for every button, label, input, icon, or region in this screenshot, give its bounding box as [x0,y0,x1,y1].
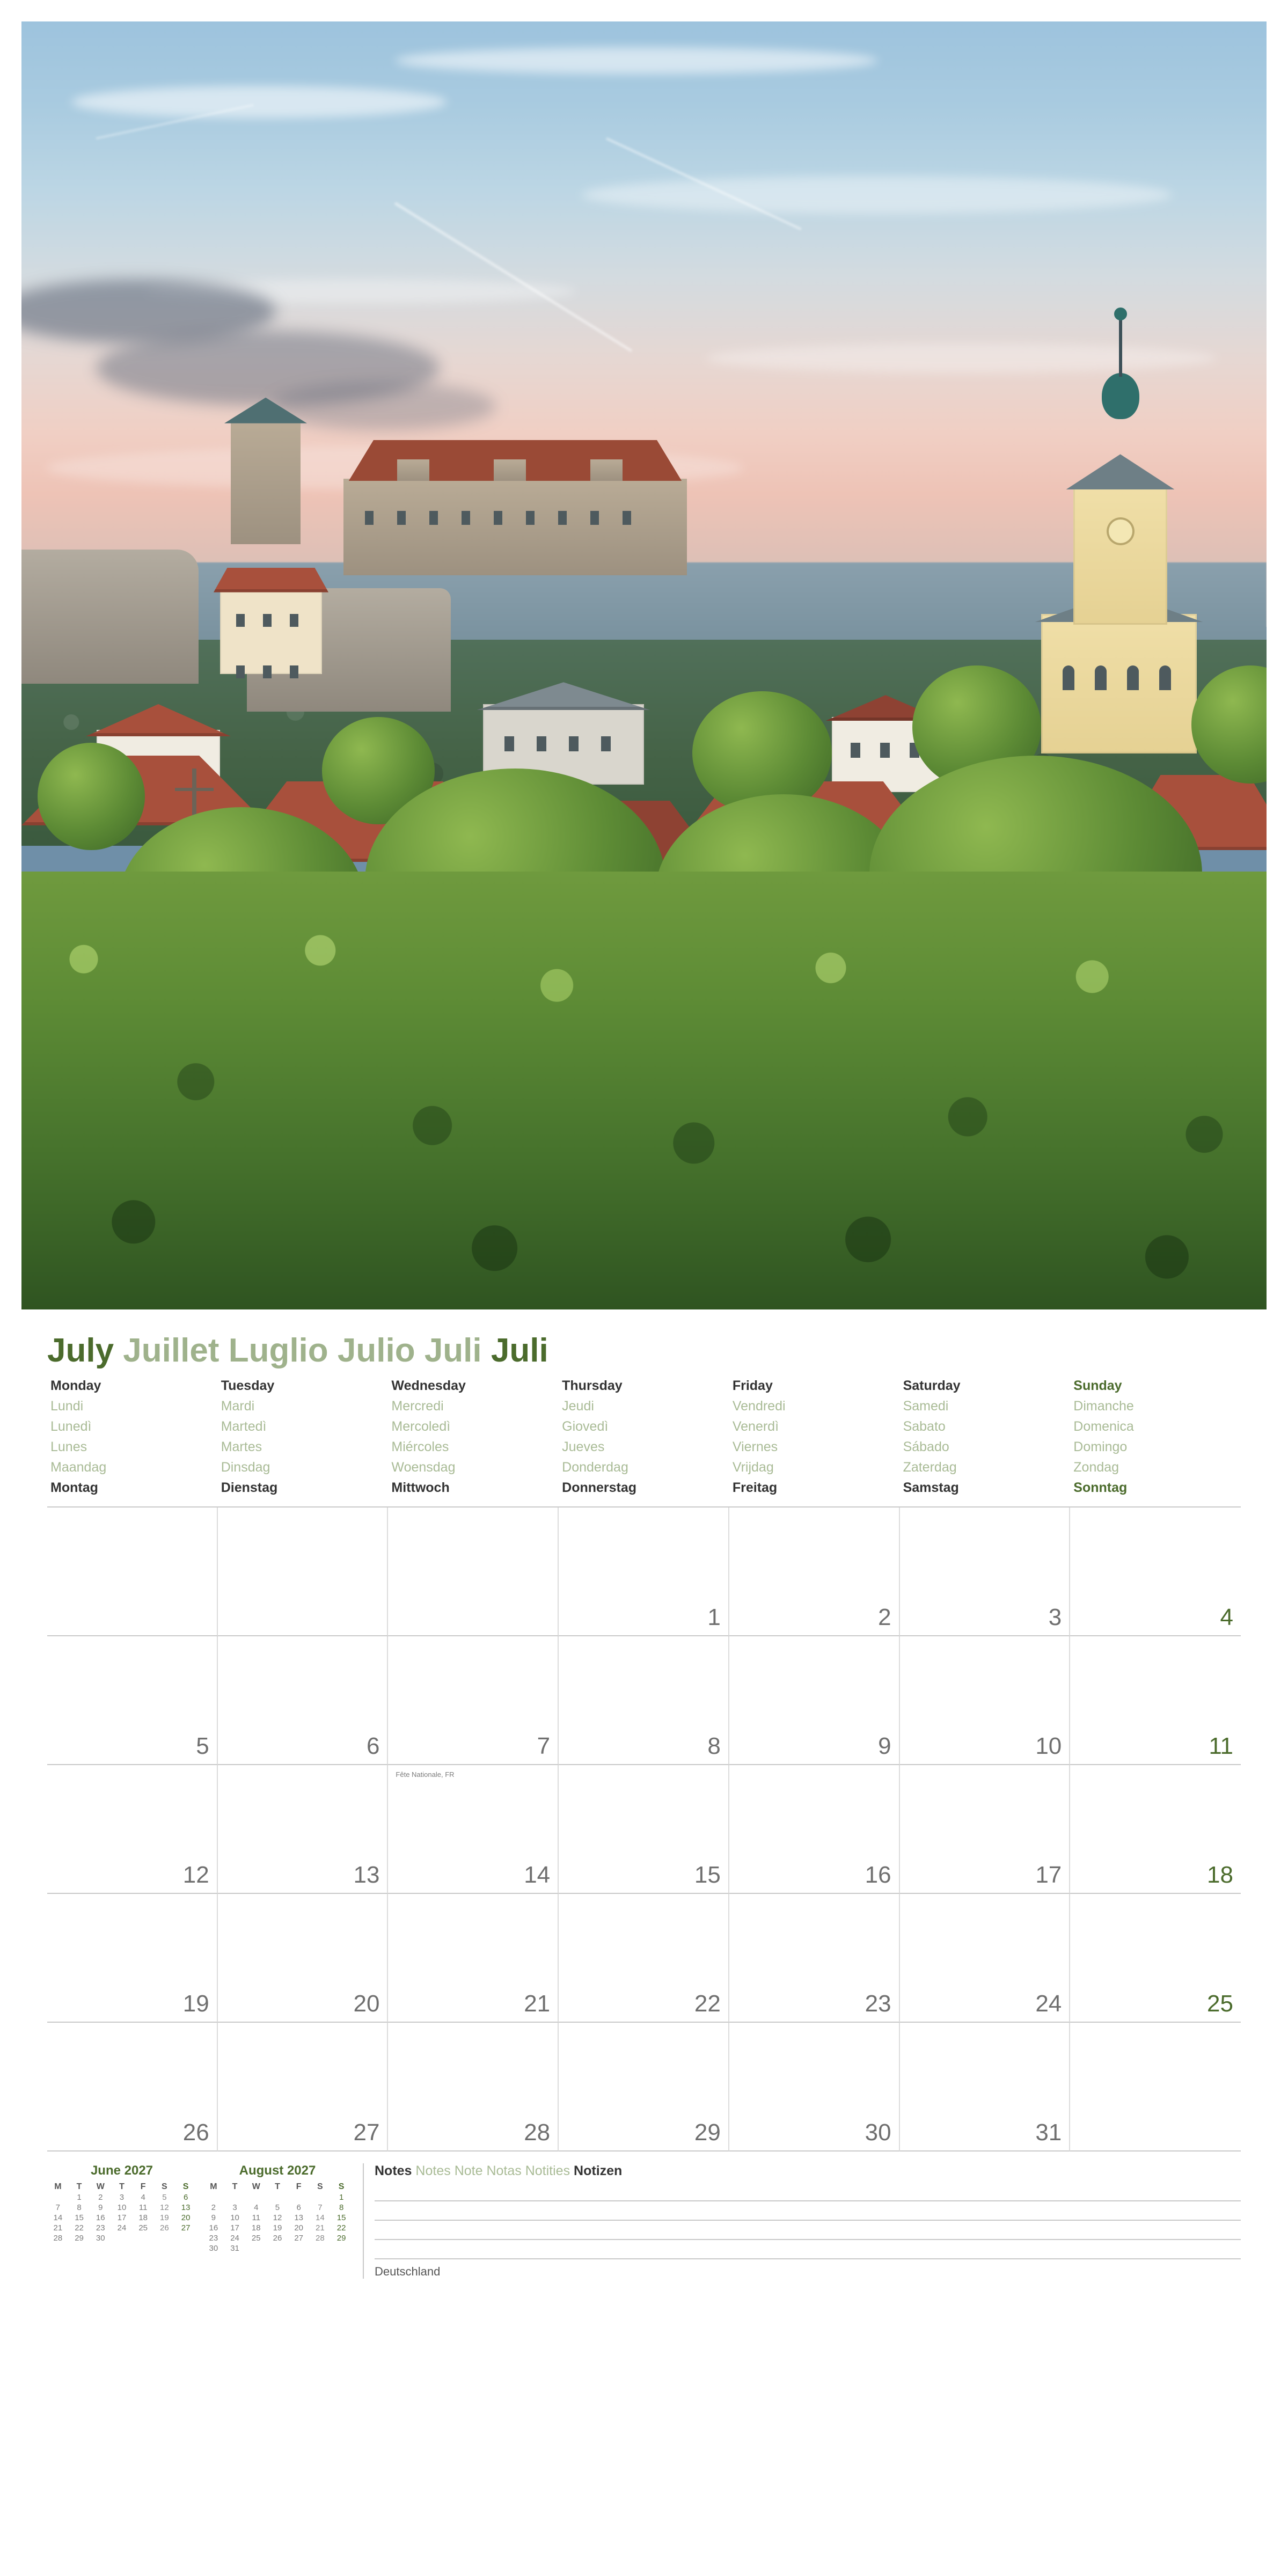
house-window [263,614,272,627]
mini-row [47,2213,196,2223]
house-window [263,665,272,678]
house-window [290,614,298,627]
utility-pole-crossarm [175,788,214,791]
mini-day [288,2192,310,2202]
month-photo [21,21,1267,1309]
day-number: 23 [865,1990,891,2017]
day-cell[interactable] [218,2023,389,2151]
weekday-label-es: Sábado [903,1439,949,1455]
notes-label-it: Note [454,2163,483,2179]
church-clock [1107,517,1135,545]
country-label: Deutschland [375,2265,441,2279]
mini-day: 19 [160,2213,169,2223]
mini-day: 6 [296,2203,301,2213]
mini-day: 20 [294,2223,303,2233]
weekday-label-fr: Dimanche [1073,1399,1134,1414]
weekday-label-es: Domingo [1073,1439,1128,1455]
day-note: Fête Nationale, FR [396,1770,455,1779]
weekday-label-fr: Mardi [221,1399,255,1414]
day-cell[interactable] [47,1507,218,1636]
castle-window [623,511,631,525]
weekday-label-it: Lunedì [50,1419,92,1435]
weekday-label-nl: Zaterdag [903,1460,957,1475]
mini-row [203,2223,352,2233]
house-window [851,743,860,758]
day-cell[interactable] [218,1636,389,1765]
day-cell[interactable] [1070,1636,1241,1765]
mini-day: 5 [162,2193,167,2202]
house-window [569,736,579,751]
mini-day: 19 [273,2223,282,2233]
mini-header-cell: T [275,2182,280,2192]
day-number: 11 [1209,1733,1233,1760]
day-cell[interactable] [218,1894,389,2023]
mini-day: 2 [98,2193,103,2202]
notes-header [375,2163,1241,2179]
mini-day: 29 [336,2234,346,2243]
day-number: 13 [353,1862,380,1889]
weekday-label-de: Sonntag [1073,1480,1128,1496]
mini-day: 28 [53,2234,63,2243]
mini-header-cell: S [317,2182,323,2192]
mini-day [224,2192,246,2202]
mini-row [47,2202,196,2213]
day-number: 19 [182,1990,209,2017]
mini-day: 22 [336,2223,346,2233]
day-number: 2 [878,1604,891,1631]
mini-day [267,2243,288,2253]
weekday-label-de: Freitag [732,1480,778,1496]
mini-day [267,2192,288,2202]
weekday-tuesday [218,1375,389,1498]
mini-day: 27 [294,2234,303,2243]
mini-day: 12 [273,2213,282,2223]
day-cell[interactable] [900,1894,1071,2023]
mini-header-cell: F [140,2182,146,2192]
mini-row [203,2243,352,2253]
calendar-footer [47,2163,1241,2279]
weekday-saturday [900,1375,1071,1498]
mini-row [47,2192,196,2202]
church-window [1095,665,1107,690]
day-number: 29 [694,2119,721,2146]
weekday-label-fr: Jeudi [562,1399,594,1414]
mini-day [203,2192,224,2202]
weekday-header-row [47,1375,1241,1498]
weekday-label-de: Montag [50,1480,98,1496]
castle-window [462,511,470,525]
day-grid [47,1506,1241,2151]
mini-day: 5 [275,2203,280,2213]
weekday-label-it: Mercoledì [391,1419,451,1435]
mini-day [245,2243,267,2253]
day-number: 10 [1035,1733,1062,1760]
day-cell[interactable] [1070,2023,1241,2151]
day-cell[interactable] [729,1507,900,1636]
day-cell[interactable] [388,1636,559,1765]
day-number: 1 [707,1604,721,1631]
weekday-label-es: Jueves [562,1439,605,1455]
day-cell[interactable] [729,1894,900,2023]
mini-day: 9 [211,2213,216,2223]
house-window [504,736,514,751]
month-title-fr: Juillet [123,1332,219,1369]
day-cell[interactable] [900,1507,1071,1636]
mini-day: 4 [141,2193,145,2202]
weekday-label-nl: Woensdag [391,1460,456,1475]
weekday-label-nl: Donderdag [562,1460,628,1475]
castle-dormer [397,459,429,481]
mini-day: 2 [211,2203,216,2213]
mini-day [310,2192,331,2202]
mini-header-cell: W [96,2182,105,2192]
day-number: 28 [524,2119,551,2146]
mini-day: 17 [230,2223,239,2233]
mini-day: 9 [98,2203,103,2213]
weekday-label-de: Donnerstag [562,1480,637,1496]
mini-day: 4 [254,2203,259,2213]
spire-needle [1119,312,1122,377]
weekday-sunday [1070,1375,1241,1498]
day-number: 27 [353,2119,380,2146]
day-cell[interactable] [559,2023,729,2151]
castle-window [494,511,502,525]
weekday-label-it: Martedì [221,1419,267,1435]
house-window [880,743,890,758]
mini-day: 26 [273,2234,282,2243]
weekday-label-en: Monday [50,1378,101,1394]
day-cell[interactable] [1070,1894,1241,2023]
mini-day: 30 [209,2244,218,2253]
mini-day: 23 [209,2234,218,2243]
mini-header-cell: T [119,2182,125,2192]
day-cell[interactable] [388,1765,559,1894]
mini-day: 7 [318,2203,323,2213]
day-number: 4 [1220,1604,1233,1631]
foreground-hedge-texture [21,872,1267,1309]
notes-label-nl: Notities [525,2163,570,2179]
mini-day [331,2243,352,2253]
church-tower [1073,485,1167,625]
month-title-de: Juli [491,1332,548,1369]
mini-header-cell: S [338,2182,345,2192]
notes-section [375,2163,1241,2279]
day-number: 5 [196,1733,209,1760]
day-cell[interactable] [900,2023,1071,2151]
day-number: 25 [1207,1990,1233,2017]
notes-line[interactable] [375,2201,1241,2221]
mini-calendar-previous-title: June 2027 [90,2163,153,2178]
mini-day: 16 [96,2213,105,2223]
castle-window [590,511,599,525]
church-window [1127,665,1139,690]
day-number: 26 [182,2119,209,2146]
day-number: 15 [694,1862,721,1889]
weekday-label-es: Miércoles [391,1439,449,1455]
mini-day: 28 [316,2234,325,2243]
mini-calendar-previous-table [47,2182,196,2243]
mini-header-cell: T [232,2182,238,2192]
mini-day: 14 [316,2213,325,2223]
church-onion-dome [1102,373,1139,419]
weekday-label-en: Wednesday [391,1378,466,1394]
mini-calendar-next-title: August 2027 [239,2163,316,2178]
mini-header-row [47,2182,196,2192]
month-title-es: Julio [337,1332,415,1369]
mini-day: 13 [181,2203,191,2213]
church-window [1159,665,1171,690]
month-title [21,1333,1267,1368]
mini-calendar-next-table [203,2182,352,2253]
mini-day: 16 [209,2223,218,2233]
day-cell[interactable] [1070,1765,1241,1894]
mini-day [288,2243,310,2253]
castle-wing [343,479,687,575]
mini-day: 25 [138,2223,148,2233]
weekday-label-nl: Zondag [1073,1460,1119,1475]
mini-day: 24 [117,2223,127,2233]
day-cell[interactable] [559,1507,729,1636]
cloud-wisp [71,86,447,118]
day-number: 12 [182,1862,209,1889]
weekday-monday [47,1375,218,1498]
castle-dormer [494,459,526,481]
weekday-label-it: Domenica [1073,1419,1134,1435]
notes-line[interactable] [375,2240,1241,2259]
mini-day: 18 [251,2223,261,2233]
mini-header-cell: S [182,2182,189,2192]
weekday-thursday [559,1375,729,1498]
weekday-label-de: Samstag [903,1480,959,1496]
mini-day [245,2192,267,2202]
spire-ball [1114,308,1127,320]
day-number: 9 [878,1733,891,1760]
weekday-label-nl: Maandag [50,1460,107,1475]
day-number: 18 [1207,1862,1233,1889]
day-number: 7 [537,1733,551,1760]
weekday-label-fr: Vendredi [732,1399,786,1414]
mini-day [310,2243,331,2253]
castle-window [365,511,374,525]
mini-day: 15 [75,2213,84,2223]
mini-day: 26 [160,2223,169,2233]
mini-day: 24 [230,2234,239,2243]
day-number: 31 [1035,2119,1062,2146]
weekday-label-en: Tuesday [221,1378,275,1394]
weekday-label-en: Sunday [1073,1378,1122,1394]
sandstone-rock [21,550,199,684]
day-cell[interactable] [47,1636,218,1765]
weekday-label-fr: Lundi [50,1399,84,1414]
mini-day: 21 [53,2223,63,2233]
castle-window [558,511,567,525]
mini-day: 8 [339,2203,344,2213]
mini-row [203,2213,352,2223]
mini-row [203,2202,352,2213]
weekday-label-es: Viernes [732,1439,778,1455]
day-number: 3 [1048,1604,1062,1631]
mini-header-cell: W [252,2182,260,2192]
weekday-label-nl: Vrijdag [732,1460,774,1475]
house-roof [214,568,328,592]
mini-header-cell: M [54,2182,62,2192]
mini-day: 10 [117,2203,127,2213]
mini-day: 21 [316,2223,325,2233]
calendar-block [21,1333,1267,2279]
day-cell[interactable] [900,1636,1071,1765]
mini-day: 30 [96,2234,105,2243]
castle-dormer [590,459,623,481]
house-window [537,736,546,751]
mini-header-cell: T [76,2182,82,2192]
day-cell[interactable] [218,1765,389,1894]
weekday-label-de: Mittwoch [391,1480,450,1496]
mini-day: 7 [55,2203,61,2213]
day-number: 8 [707,1733,721,1760]
mini-day: 1 [339,2193,344,2202]
day-number: 20 [353,1990,380,2017]
weekday-label-it: Giovedì [562,1419,609,1435]
house-window [236,614,245,627]
mini-row [203,2192,352,2202]
day-number: 16 [865,1862,891,1889]
yellow-house [220,588,322,674]
day-cell[interactable] [729,1765,900,1894]
tree [38,743,145,850]
castle-window [526,511,535,525]
mini-day: 14 [53,2213,63,2223]
mini-day: 13 [294,2213,303,2223]
mini-day: 10 [230,2213,239,2223]
mini-day: 25 [251,2234,261,2243]
month-title-nl: Juli [424,1332,482,1369]
mini-day [111,2233,133,2243]
day-cell[interactable] [729,2023,900,2151]
day-cell[interactable] [388,1894,559,2023]
mini-day: 27 [181,2223,191,2233]
day-cell[interactable] [559,1636,729,1765]
mini-day [47,2192,69,2202]
day-cell[interactable] [729,1636,900,1765]
mini-day: 1 [77,2193,82,2202]
weekday-label-en: Thursday [562,1378,623,1394]
notes-line[interactable] [375,2182,1241,2201]
mini-header-cell: F [296,2182,302,2192]
mini-day: 12 [160,2203,169,2213]
mini-day: 20 [181,2213,191,2223]
mini-row [203,2233,352,2243]
day-cell[interactable] [47,2023,218,2151]
day-cell[interactable] [559,1765,729,1894]
weekday-label-es: Lunes [50,1439,87,1455]
day-cell[interactable] [47,1894,218,2023]
weekday-label-it: Sabato [903,1419,946,1435]
mini-day: 6 [183,2193,188,2202]
day-cell[interactable] [900,1765,1071,1894]
mini-day: 11 [138,2203,148,2213]
day-number: 21 [524,1990,551,2017]
church-window [1063,665,1074,690]
mini-row [47,2233,196,2243]
weekday-friday [729,1375,900,1498]
notes-lines[interactable] [375,2182,1241,2259]
cloud-wisp [395,47,878,74]
weekday-label-de: Dienstag [221,1480,278,1496]
notes-line[interactable] [375,2221,1241,2240]
mini-day: 3 [232,2203,237,2213]
mini-day: 3 [119,2193,125,2202]
day-cell[interactable] [388,1507,559,1636]
day-number: 24 [1035,1990,1062,2017]
weekday-label-es: Martes [221,1439,262,1455]
mini-row [47,2223,196,2233]
mini-day: 31 [230,2244,239,2253]
weekday-label-it: Venerdì [732,1419,779,1435]
weekday-label-nl: Dinsdag [221,1460,270,1475]
day-number: 6 [366,1733,380,1760]
mini-day [154,2233,175,2243]
mini-day [175,2233,196,2243]
weekday-wednesday [388,1375,559,1498]
notes-label-en: Notes [375,2163,412,2179]
month-title-it: Luglio [228,1332,328,1369]
house-window [601,736,611,751]
day-cell[interactable] [47,1765,218,1894]
weekday-label-en: Saturday [903,1378,961,1394]
castle-tower [231,421,301,544]
cloud-wisp [706,343,1216,373]
day-number: 22 [694,1990,721,2017]
castle-window [397,511,406,525]
footer-divider [363,2163,364,2279]
day-cell[interactable] [1070,1507,1241,1636]
weekday-label-fr: Mercredi [391,1399,444,1414]
mini-day: 11 [252,2213,261,2223]
notes-label-de: Notizen [574,2163,623,2179]
mini-day: 18 [138,2213,148,2223]
day-cell[interactable] [559,1894,729,2023]
mini-day: 15 [336,2213,346,2223]
day-number: 14 [524,1862,551,1889]
mini-header-row [203,2182,352,2192]
mini-header-cell: M [210,2182,217,2192]
mini-day [133,2233,154,2243]
mini-day: 17 [117,2213,127,2223]
notes-label-es: Notas [486,2163,522,2179]
house-window [236,665,245,678]
cloud-wisp [582,176,1172,214]
month-title-en: July [47,1332,114,1369]
mini-day: 8 [77,2203,82,2213]
mini-day: 23 [96,2223,105,2233]
notes-label-fr: Notes [415,2163,451,2179]
day-number: 30 [865,2119,891,2146]
weekday-label-en: Friday [732,1378,773,1394]
mini-header-cell: S [162,2182,167,2192]
day-number: 17 [1035,1862,1062,1889]
day-cell[interactable] [388,2023,559,2151]
mini-day: 29 [75,2234,84,2243]
castle-window [429,511,438,525]
mini-calendar-previous [47,2163,203,2243]
mini-calendar-next [203,2163,358,2253]
mini-day: 22 [75,2223,84,2233]
weekday-label-fr: Samedi [903,1399,949,1414]
day-cell[interactable] [218,1507,389,1636]
house-window [290,665,298,678]
